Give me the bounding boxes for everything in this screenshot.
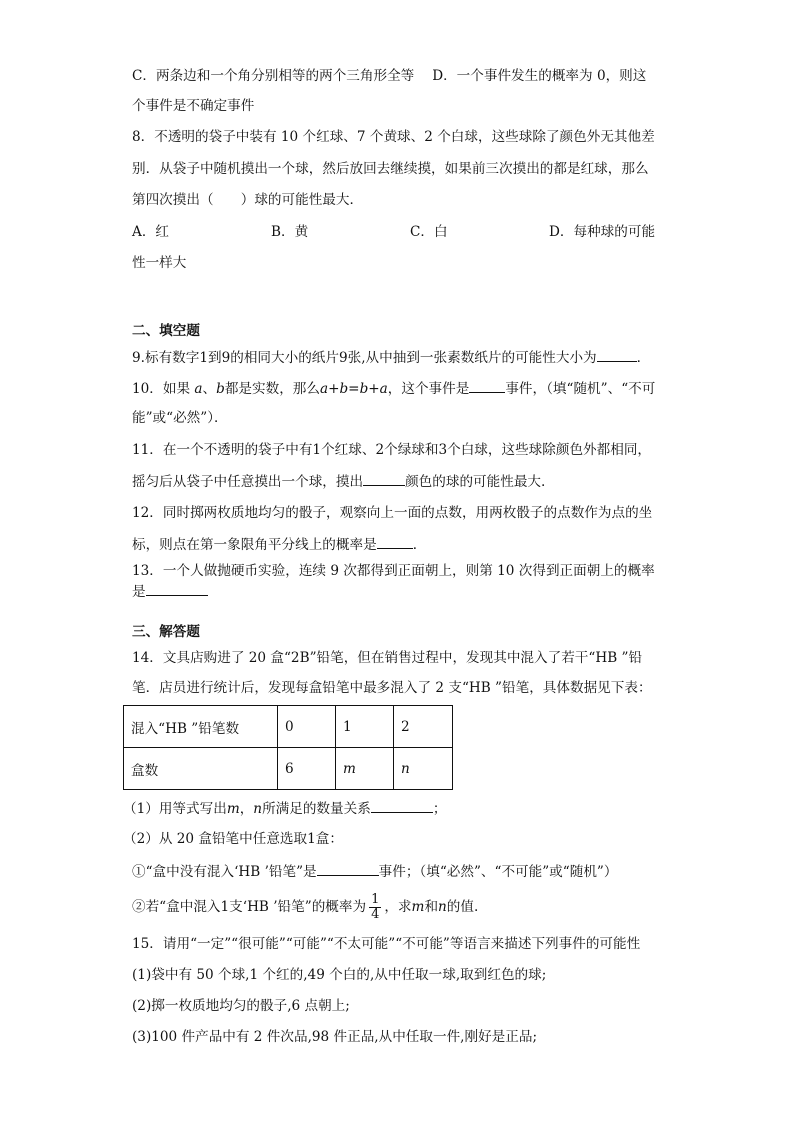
q8-choice-b: B．黄 — [271, 224, 309, 240]
q9-text: 9.标有数字1到9的相同大小的纸片9张,从中抽到一张素数纸片的可能性大小为 — [132, 350, 597, 366]
table-cell: 混入“HB ”铅笔数 — [124, 706, 278, 748]
q10-var-b: b — [216, 381, 225, 397]
q9-end: ． — [636, 350, 651, 366]
q14-sub1-text-a: （1）用等式写出 — [123, 801, 227, 817]
q11-text-a: 摇匀后从袋子中任意摸出一个球，摸出 — [132, 474, 364, 490]
table-cell: 6 — [278, 748, 336, 790]
q14-sub-2: （2）从 20 盒铅笔中任意选取1盒： — [123, 831, 343, 847]
q12-text-a: 标，则点在第一象限角平分线上的概率是 — [132, 537, 377, 553]
q13-answer-blank — [146, 581, 208, 596]
q9-answer-blank — [597, 347, 637, 362]
table-cell: 0 — [278, 706, 336, 748]
q14-sub22-text-b: ，求 — [384, 899, 412, 915]
q14-data-table — [123, 705, 453, 790]
q15-item-3: (3)100 件产品中有 2 件次品,98 件正品,从中任取一件,刚好是正品; — [132, 1029, 538, 1045]
q12-line-1: 12．同时掷两枚质地均匀的骰子，观察向上一面的点数，用两枚骰子的点数作为点的坐 — [132, 505, 653, 521]
q11-line-2 — [132, 471, 545, 492]
q10-sep: 、 — [202, 381, 217, 397]
q14-sub1-text-b: ， — [239, 801, 254, 817]
q14-line-1: 14．文具店购进了 20 盒“2B”铅笔，但在销售过程中，发现其中混入了若干“HB ”铅 — [132, 650, 643, 666]
table-cell: 1 — [336, 706, 394, 748]
q15-item-2: (2)掷一枚质地均匀的骰子,6 点朝上; — [132, 998, 350, 1014]
table-cell: n — [394, 748, 453, 790]
table-row — [124, 748, 453, 790]
q14-sub22-text-c: 和 — [424, 899, 439, 915]
q9 — [132, 347, 650, 368]
q14-sub-1 — [123, 798, 446, 819]
q14-sub1-answer-blank — [371, 798, 433, 813]
q12-text-b: ． — [412, 537, 427, 553]
q7-line-1: C．两条边和一个角分别相等的两个三角形全等 D．一个事件发生的概率为 0，则这 — [132, 68, 647, 84]
q14-sub1-text-d: ； — [432, 801, 447, 817]
q10-text-d: 事件，（填“随机”、“不可 — [505, 381, 656, 397]
q14-sub1-m: m — [226, 801, 240, 817]
q11-text-b: 颜色的球的可能性最大. — [405, 474, 546, 490]
q8-choice-c: C．白 — [410, 224, 448, 240]
q10-line-1 — [132, 378, 655, 399]
q14-sub22-m: m — [411, 899, 425, 915]
q14-sub21-text-b: 事件；（填“必然”、“不可能”或“随机”） — [378, 864, 618, 880]
q10-text-c: ，这个事件是 — [387, 381, 470, 397]
q15-intro: 15．请用“一定”“很可能”“可能”“不太可能”“不可能”等语言来描述下列事件的可能性 — [132, 936, 641, 952]
q13-line-1: 13．一个人做抛硬币实验，连续 9 次都得到正面朝上，则第 10 次得到正面朝上的概率 — [132, 563, 655, 579]
fraction-denominator: 4 — [371, 907, 380, 922]
q13-line-2 — [132, 581, 208, 602]
q10-text-b: 都是实数，那么 — [224, 381, 320, 397]
q14-sub-2-2 — [132, 892, 478, 922]
table-cell: 盒数 — [124, 748, 278, 790]
q10-answer-blank — [469, 378, 505, 393]
q8-choice-d: D．每种球的可能 — [549, 224, 656, 240]
q14-sub22-n: n — [438, 899, 447, 915]
q8-choice-a: A．红 — [132, 224, 170, 240]
q14-line-2: 笔．店员进行统计后，发现每盒铅笔中最多混入了 2 支“HB ”铅笔，具体数据见下表： — [132, 680, 652, 696]
q10-line-2: 能”或“必然”）． — [132, 410, 228, 426]
q14-sub1-text-c: 所满足的数量关系 — [262, 801, 371, 817]
q14-sub21-answer-blank — [317, 861, 379, 876]
q8-line-2: 别．从袋子中随机摸出一个球，然后放回去继续摸，如果前三次摸出的都是红球，那么 — [132, 161, 649, 177]
table-cell: 2 — [394, 706, 453, 748]
table-row — [124, 706, 453, 748]
q14-sub-2-1 — [132, 861, 617, 882]
q13-text: 是 — [132, 584, 146, 600]
q11-answer-blank — [363, 471, 405, 486]
fraction-numerator: 1 — [371, 892, 380, 907]
q14-sub22-text-a: ②若“盒中混入1支‘HB ’铅笔”的概率为 — [132, 899, 367, 915]
q10-text-a: 10．如果 — [132, 381, 191, 397]
q14-sub22-text-d: 的值. — [446, 899, 479, 915]
section-fill-blank-title: 二、填空题 — [132, 323, 200, 339]
q14-sub21-text-a: ①“盒中没有混入‘HB ’铅笔”是 — [132, 864, 317, 880]
q12-line-2 — [132, 534, 426, 555]
q15-item-1: (1)袋中有 50 个球,1 个红的,49 个白的,从中任取一球,取到红色的球; — [132, 967, 547, 983]
q14-sub1-n: n — [253, 801, 263, 817]
q8-line-1: 8．不透明的袋子中装有 10 个红球、7 个黄球、2 个白球，这些球除了颜色外无其他差 — [132, 129, 655, 145]
q8-choice-d-cont: 性一样大 — [132, 255, 187, 271]
q10-var-a: a — [194, 381, 203, 397]
q7-line-2: 个事件是不确定事件 — [132, 98, 255, 114]
section-solution-title: 三、解答题 — [132, 624, 200, 640]
q10-expr: a+b=b+a — [319, 381, 388, 397]
q11-line-1: 11．在一个不透明的袋子中有1个红球、2个绿球和3个白球，这些球除颜色外都相同， — [132, 442, 652, 458]
q8-line-3: 第四次摸出（ ）球的可能性最大． — [132, 192, 364, 208]
q12-answer-blank — [377, 534, 413, 549]
table-cell: m — [336, 748, 394, 790]
fraction-one-quarter — [369, 893, 381, 922]
